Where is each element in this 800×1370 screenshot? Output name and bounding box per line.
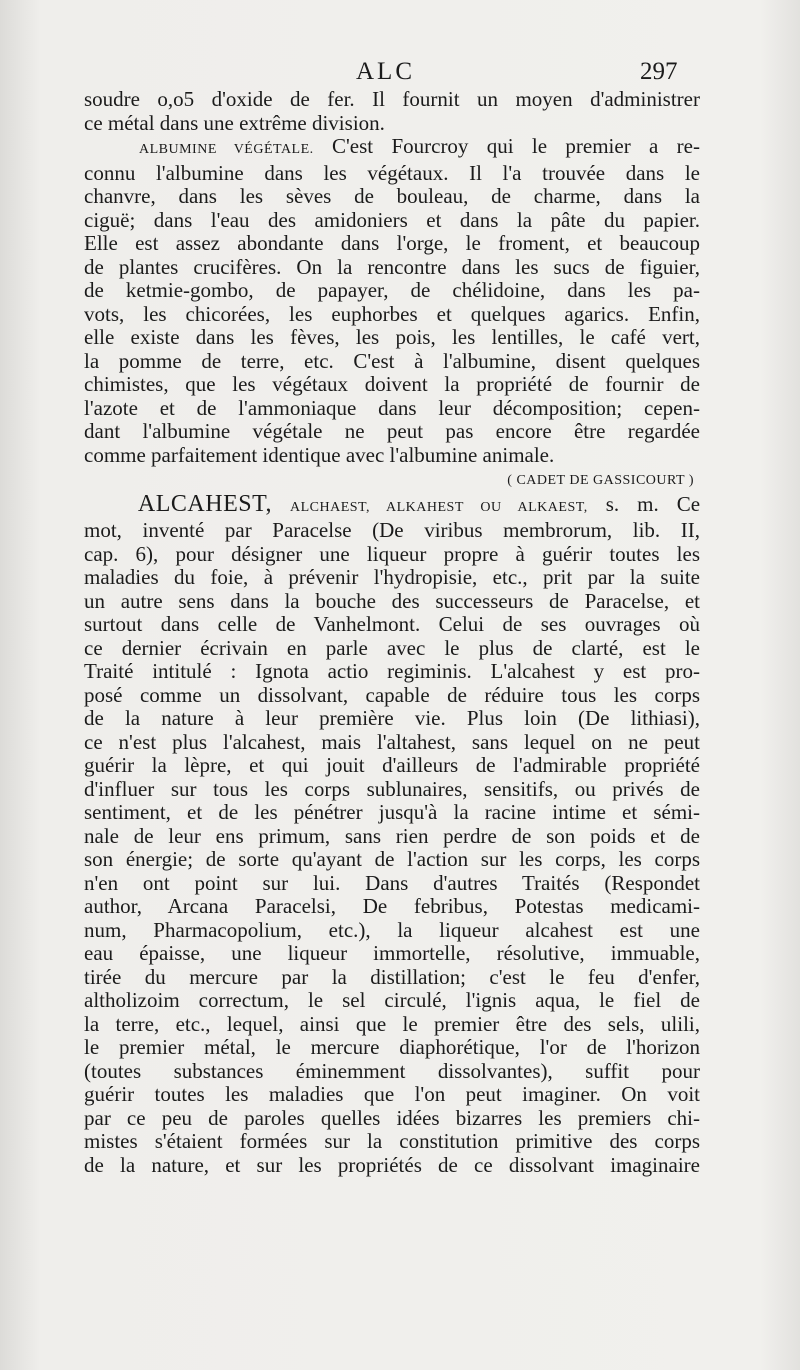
text-line: de plantes crucifères. On la rencontre dans les sucs de figuier, — [84, 254, 700, 279]
entry-grammar: s. m. — [605, 491, 659, 516]
text-line: sentiment, et de les pénétrer jusqu'à la racine intime et sémi- — [84, 800, 700, 824]
page-number: 297 — [640, 58, 678, 85]
body-text — [84, 88, 700, 1177]
text-line: mot, inventé par Paracelse (De viribus membrorum, lib. II, — [84, 518, 700, 542]
text-line: chimistes, que les végétaux doivent la propriété de fournir de — [84, 372, 700, 396]
text-line: mistes s'étaient formées sur la constitution primitive des corps — [84, 1129, 700, 1153]
text-line: maladies du foie, à prévenir l'hydropisie, etc., prit par la suite — [84, 565, 700, 589]
author-attribution: ( CADET DE GASSICOURT ) — [507, 473, 694, 488]
text-line: (toutes substances éminemment dissolvantes), suffit pour — [84, 1058, 700, 1083]
running-head: ALC — [356, 58, 415, 85]
text-line: altholizoim correctum, le sel circulé, l'ignis aqua, le fiel de — [84, 988, 700, 1012]
text-line: son énergie; de sorte qu'ayant de l'action sur les corps, les corps — [84, 847, 700, 871]
entry-first-line — [84, 135, 700, 162]
text-line: de la nature à leur première vie. Plus loin (De lithiasi), — [84, 706, 700, 730]
text-line: ce n'est plus l'alcahest, mais l'altahest, sans lequel on ne peut — [84, 729, 700, 754]
text-line: Traité intitulé : Ignota actio regiminis. L'alcahest y est pro- — [84, 659, 700, 683]
entry-headword: ALBUMINE VÉGÉTALE. — [138, 142, 314, 157]
text-line-fragment: C'est Fourcroy qui le premier a re- — [332, 134, 700, 158]
text-line: soudre o,o5 d'oxide de fer. Il fournit un moyen d'administrer — [84, 87, 700, 111]
text-line: vots, les chicorées, les euphorbes et quelques agarics. Enfin, — [84, 301, 700, 326]
text-line: le premier métal, le mercure diaphorétique, l'or de l'horizon — [84, 1035, 700, 1059]
text-line: la pomme de terre, etc. C'est à l'albumine, disent quelques — [84, 348, 700, 373]
text-line: nale de leur ens primum, sans rien perdre de son poids et de — [84, 823, 700, 848]
text-line: connu l'albumine dans les végétaux. Il l'a trouvée dans le — [84, 160, 700, 185]
text-line: surtout dans celle de Vanhelmont. Celui de ses ouvrages où — [84, 612, 700, 636]
text-line: l'azote et de l'ammoniaque dans leur décomposition; cepen- — [84, 395, 700, 420]
text-line: author, Arcana Paracelsi, De febribus, Potestas medicami- — [84, 894, 700, 918]
text-line: dant l'albumine végétale ne peut pas encore être regardée — [84, 419, 700, 443]
text-line: guérir toutes les maladies que l'on peut imaginer. On voit — [84, 1082, 700, 1106]
text-line: de ketmie-gombo, de papayer, de chélidoine, dans les pa- — [84, 278, 700, 302]
entry-first-line — [84, 490, 701, 520]
text-line: ciguë; dans l'eau des amidoniers et dans la pâte du papier. — [84, 207, 700, 232]
text-line: guérir la lèpre, et qui jouit d'ailleurs de l'admirable propriété — [84, 753, 700, 777]
text-line: un autre sens dans la bouche des successeurs de Paracelse, et — [84, 588, 700, 613]
text-line: comme parfaitement identique avec l'albumine animale. — [84, 442, 555, 467]
text-line: ce dernier écrivain en parle avec le plus de clarté, est le — [84, 635, 700, 660]
entry-variants: ALCHAEST, ALKAHEST OU ALKAEST, — [289, 499, 588, 515]
text-line: d'influer sur tous les corps sublunaires, sensitifs, ou privés de — [84, 776, 700, 801]
text-line: par ce peu de paroles quelles idées bizarres les premiers chi- — [84, 1105, 700, 1130]
text-line: cap. 6), pour désigner une liqueur propre à guérir toutes les — [84, 541, 700, 566]
text-line: ce métal dans une extrême division. — [84, 110, 385, 135]
text-line: tirée du mercure par la distillation; c'est le feu d'enfer, — [84, 964, 700, 989]
text-line: n'en ont point sur lui. Dans d'autres Traités (Respondet — [84, 870, 700, 895]
text-line: elle existe dans les fèves, les pois, les lentilles, le café vert, — [84, 325, 700, 349]
text-line: num, Pharmacopolium, etc.), la liqueur alcahest est une — [84, 917, 700, 942]
text-line-fragment: Ce — [676, 491, 701, 516]
text-line: eau épaisse, une liqueur immortelle, résolutive, immuable, — [84, 941, 700, 965]
text-line: Elle est assez abondante dans l'orge, le froment, et beaucoup — [84, 231, 700, 255]
text-line: chanvre, dans les sèves de bouleau, de charme, dans la — [84, 184, 700, 208]
entry-headword: ALCAHEST, — [137, 490, 272, 517]
text-line: la terre, etc., lequel, ainsi que le premier être des sels, ulili, — [84, 1011, 700, 1036]
text-line: de la nature, et sur les propriétés de ce dissolvant imaginaire — [84, 1152, 700, 1177]
text-line: posé comme un dissolvant, capable de réduire tous les corps — [84, 682, 700, 707]
